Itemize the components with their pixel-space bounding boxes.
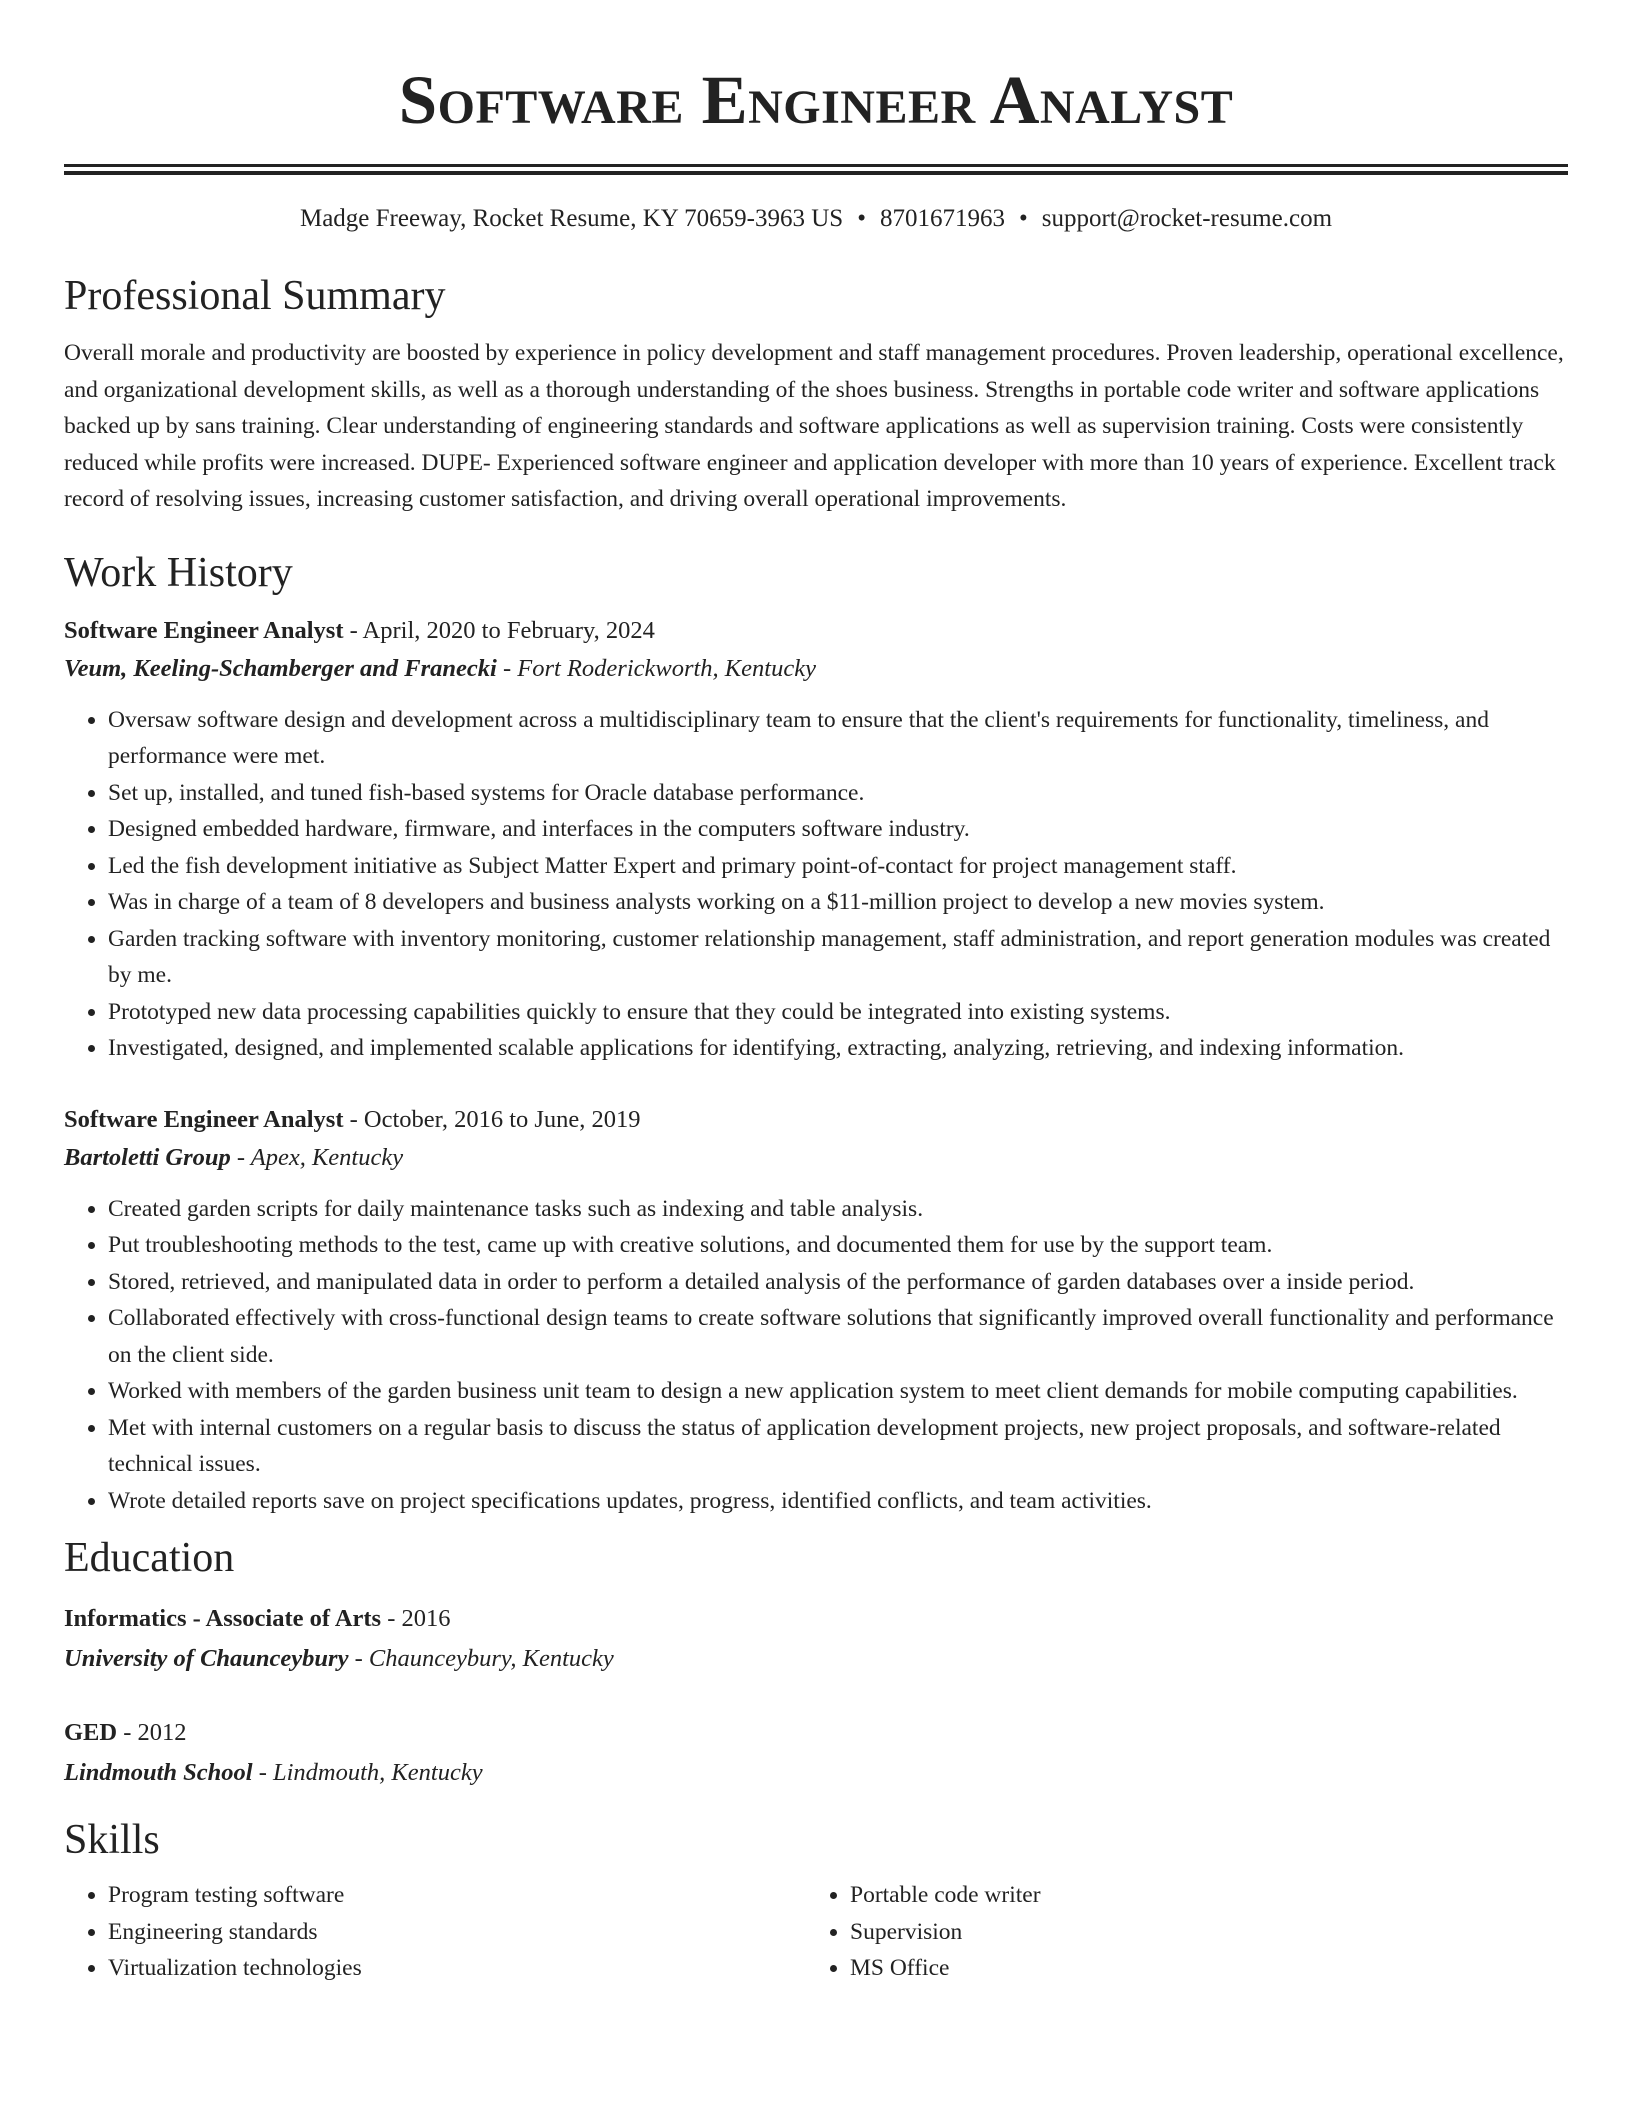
education-school-line: [64, 1753, 1568, 1793]
education-year: - 2012: [117, 1719, 187, 1746]
education-entry: [64, 1713, 1568, 1793]
list-item: • Garden tracking software with inventory monitoring, customer relationship management, staff administration, and report generation modules was created by me.: [108, 921, 1568, 994]
education-section: [64, 1533, 1568, 1793]
education-heading: Education: [64, 1535, 235, 1581]
list-item: • MS Office: [850, 1950, 1548, 1987]
list-item: • Engineering standards: [108, 1914, 806, 1951]
job-bullets: [64, 1191, 1568, 1520]
skills-list-left: [64, 1877, 806, 1987]
education-year: - 2016: [381, 1605, 451, 1632]
education-degree: Informatics - Associate of Arts: [64, 1605, 382, 1632]
list-item: • Portable code writer: [850, 1877, 1548, 1914]
job-location: - Apex, Kentucky: [230, 1143, 404, 1171]
list-item: • Was in charge of a team of 8 developers and business analysts working on a $11-million project to develop a new movies system.: [108, 884, 1568, 921]
contact-email: support@rocket-resume.com: [1041, 205, 1333, 232]
job-title-line: [64, 612, 1568, 650]
work-history-section: [64, 548, 1568, 1520]
education-entry: [64, 1599, 1568, 1679]
job-company: Bartoletti Group: [64, 1143, 231, 1171]
education-school: University of Chaunceybury: [64, 1645, 349, 1672]
contact-separator: •: [857, 205, 866, 232]
list-item: • Put troubleshooting methods to the test, came up with creative solutions, and documented them for use by the support team.: [108, 1227, 1568, 1264]
contact-line: [64, 203, 1568, 235]
education-school-line: [64, 1639, 1568, 1679]
work-history-heading: Work History: [64, 549, 293, 596]
education-location: - Chaunceybury, Kentucky: [348, 1645, 614, 1672]
job-title: Software Engineer Analyst: [64, 616, 344, 644]
skills-heading: Skills: [64, 1817, 160, 1863]
list-item: • Wrote detailed reports save on project specifications updates, progress, identified conflicts, and team activities.: [108, 1483, 1568, 1520]
summary-heading: Professional Summary: [64, 273, 446, 319]
job-dates: - October, 2016 to June, 2019: [343, 1105, 641, 1133]
list-item: • Set up, installed, and tuned fish-based systems for Oracle database performance.: [108, 775, 1568, 812]
list-item: • Led the fish development initiative as Subject Matter Expert and primary point-of-contact for project management staff.: [108, 848, 1568, 885]
job-location: - Fort Roderickworth, Kentucky: [496, 654, 816, 682]
list-item: • Created garden scripts for daily maintenance tasks such as indexing and table analysis.: [108, 1191, 1568, 1228]
list-item: • Investigated, designed, and implemented scalable applications for identifying, extracting, analyzing, retrieving, and indexing information.: [108, 1030, 1568, 1067]
contact-separator: •: [1018, 205, 1028, 232]
list-item: • Collaborated effectively with cross-functional design teams to create software solutions that significantly improved overall functionality and performance on the client side.: [108, 1300, 1568, 1373]
summary-section: [64, 271, 1568, 518]
education-degree: GED: [64, 1719, 118, 1746]
skills-section: [64, 1815, 1568, 1987]
resume-name: Software Engineer Analyst: [398, 62, 1234, 138]
job-entry: [64, 612, 1568, 1067]
job-company-line: [64, 650, 1568, 688]
list-item: • Program testing software: [108, 1877, 806, 1914]
contact-address: Madge Freeway, Rocket Resume, KY 70659-3963 US: [299, 205, 844, 232]
job-title: Software Engineer Analyst: [64, 1105, 344, 1133]
education-degree-line: [64, 1713, 1568, 1753]
contact-phone: 8701671963: [879, 205, 1005, 232]
list-item: • Oversaw software design and development across a multidisciplinary team to ensure that the client's requirements for functionality, timeliness, and performance were met.: [108, 702, 1568, 775]
list-item: • Supervision: [850, 1914, 1548, 1951]
resume-page: [64, 0, 1568, 1987]
summary-text: Overall morale and productivity are boosted by experience in policy development and staff management procedures. Proven leadership, operational excellence, and organizational development skills, as well as a thorough understanding of the shoes business. Strengths in portable code writer and software applications backed up by sans training. Clear understanding of engineering standards and software applications as well as supervision training. Costs were consistently reduced while profits were increased. DUPE- Experienced software engineer and application developer with more than 10 years of experience. Excellent track record of resolving issues, increasing customer satisfaction, and driving overall operational improvements.: [64, 340, 1564, 512]
education-degree-line: [64, 1599, 1568, 1639]
job-company-line: [64, 1139, 1568, 1177]
skills-list-right: [806, 1877, 1548, 1987]
job-entry: [64, 1101, 1568, 1520]
job-bullets: [64, 702, 1568, 1067]
header-divider: [64, 164, 1568, 175]
list-item: • Worked with members of the garden business unit team to design a new application system to meet client demands for mobile computing capabilities.: [108, 1373, 1568, 1410]
job-dates: - April, 2020 to February, 2024: [343, 616, 655, 644]
list-item: • Met with internal customers on a regular basis to discuss the status of application development projects, new project proposals, and software-related technical issues.: [108, 1410, 1568, 1483]
education-location: - Lindmouth, Kentucky: [252, 1759, 483, 1786]
list-item: • Virtualization technologies: [108, 1950, 806, 1987]
list-item: • Stored, retrieved, and manipulated data in order to perform a detailed analysis of the performance of garden databases over a inside period.: [108, 1264, 1568, 1301]
skills-columns: [64, 1877, 1568, 1987]
list-item: • Prototyped new data processing capabilities quickly to ensure that they could be integrated into existing systems.: [108, 994, 1568, 1031]
job-title-line: [64, 1101, 1568, 1139]
job-company: Veum, Keeling-Schamberger and Franecki: [64, 654, 497, 682]
education-school: Lindmouth School: [64, 1759, 253, 1786]
list-item: • Designed embedded hardware, firmware, and interfaces in the computers software industry.: [108, 811, 1568, 848]
